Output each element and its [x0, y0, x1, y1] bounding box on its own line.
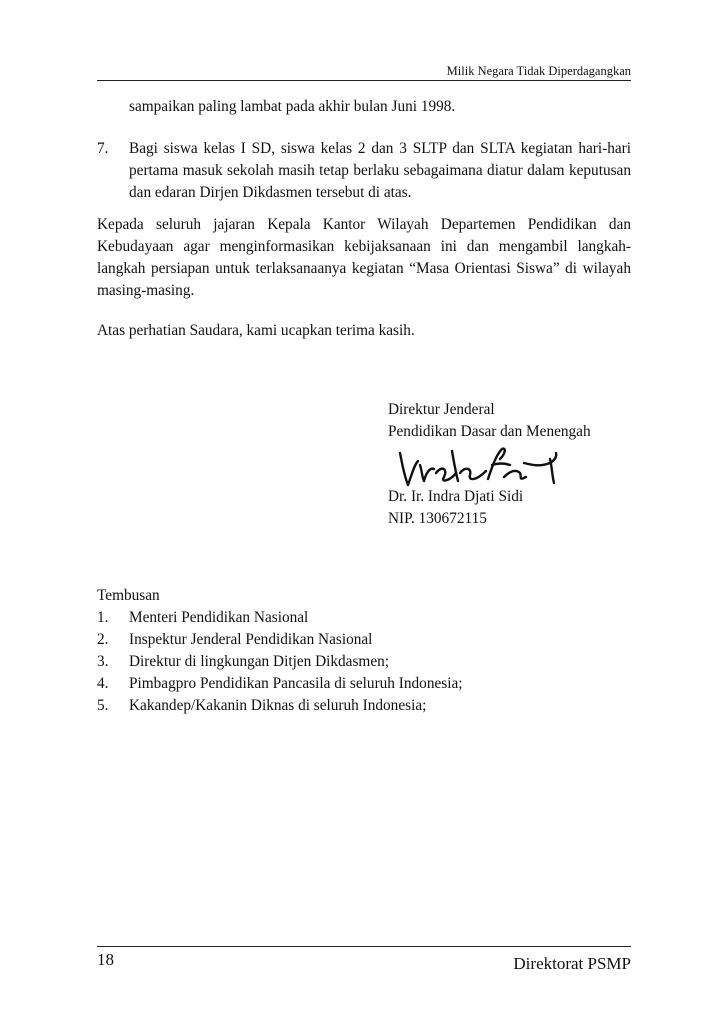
cc-item — [97, 607, 309, 629]
cc-item-number: 2. — [97, 631, 109, 648]
signatory-name: Dr. Ir. Indra Djati Sidi — [388, 488, 524, 505]
signatory-title-line-1: Direktur Jenderal — [388, 401, 495, 418]
item-7-text: Bagi siswa kelas I SD, siswa kelas 2 dan 3 SLTP dan SLTA kegiatan hari-hari pertama masuk sekolah masih tetap berlaku sebagaimana diatur dalam keputusan dan edaran Dirjen Dikdasmen tersebut di atas. — [129, 140, 631, 201]
cc-item — [97, 651, 390, 673]
cc-item-text: Direktur di lingkungan Ditjen Dikdasmen; — [129, 653, 390, 670]
cc-item-number: 1. — [97, 609, 109, 626]
footer-divider — [97, 946, 631, 947]
instruction-paragraph: Kepada seluruh jajaran Kepala Kantor Wilayah Departemen Pendidikan dan Kebudayaan agar menginformasikan kebijaksanaan ini dan mengambil langkah-langkah persiapan untuk terlaksanaanya kegiatan “Masa Orientasi Siswa” di wilayah masing-masing. — [97, 216, 631, 299]
continuation-text: sampaikan paling lambat pada akhir bulan Juni 1998. — [129, 98, 456, 115]
signatory-nip: NIP. 130672115 — [388, 510, 487, 527]
cc-item — [97, 629, 373, 651]
cc-list — [97, 585, 463, 717]
cc-item-text: Pimbagpro Pendidikan Pancasila di seluruh Indonesia; — [129, 675, 463, 692]
cc-item — [97, 673, 463, 695]
cc-item-number: 3. — [97, 653, 109, 670]
signatory-title-line-2: Pendidikan Dasar dan Menengah — [388, 423, 591, 440]
cc-item — [97, 695, 427, 717]
cc-item-text: Kakandep/Kakanin Diknas di seluruh Indonesia; — [129, 697, 427, 714]
cc-item-number: 4. — [97, 675, 109, 692]
cc-heading: Tembusan — [97, 587, 160, 604]
footer-title: Direktorat PSMP — [513, 954, 631, 973]
handwritten-signature — [392, 443, 572, 489]
cc-item-text: Inspektur Jenderal Pendidikan Nasional — [129, 631, 373, 648]
closing-sentence: Atas perhatian Saudara, kami ucapkan terima kasih. — [97, 322, 415, 339]
cc-item-text: Menteri Pendidikan Nasional — [129, 609, 309, 626]
running-header: Milik Negara Tidak Diperdagangkan — [446, 64, 631, 78]
header-divider — [97, 80, 631, 81]
page-number: 18 — [97, 950, 114, 969]
item-7-number: 7. — [97, 140, 109, 157]
cc-item-number: 5. — [97, 697, 109, 714]
